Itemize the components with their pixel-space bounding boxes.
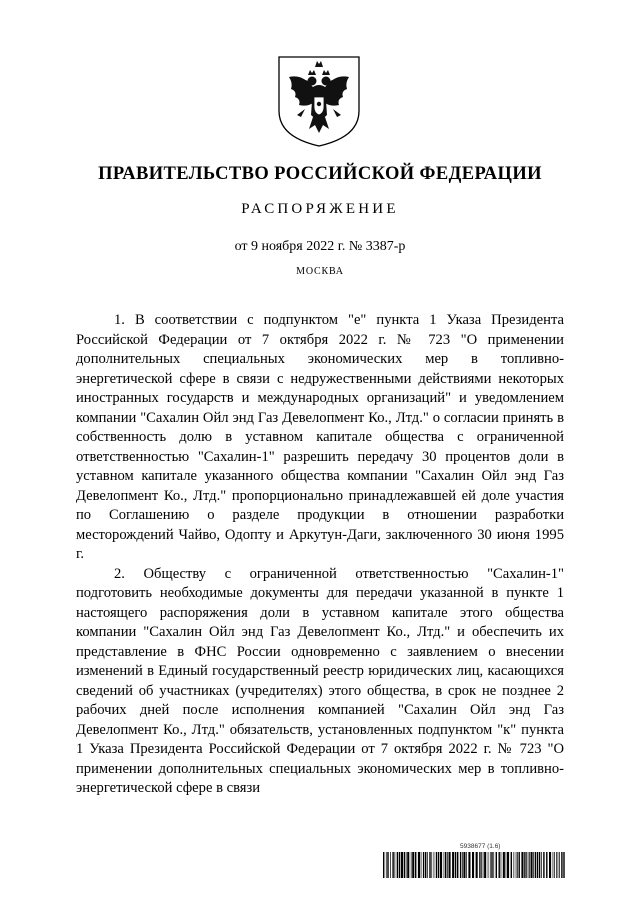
barcode-bar (457, 852, 458, 878)
barcode-bar (491, 852, 492, 878)
barcode-bar (539, 852, 540, 878)
barcode-bar (521, 852, 523, 878)
barcode-bar (479, 852, 480, 878)
barcode-bar (516, 852, 517, 878)
barcode-bar (503, 852, 505, 878)
barcode-bar (407, 852, 409, 878)
barcode-bar (404, 852, 405, 878)
barcode-bar (431, 852, 432, 878)
barcode-bar (490, 852, 491, 878)
barcode-bar (387, 852, 388, 878)
barcode-bar (440, 852, 442, 878)
barcode-bar (493, 852, 494, 878)
barcode-bar (531, 852, 533, 878)
barcode-bar (563, 852, 564, 878)
barcode-bar (406, 852, 407, 878)
barcode-bar (524, 852, 525, 878)
barcode-bar (472, 852, 474, 878)
barcode-bar (383, 852, 384, 878)
barcode-bar (415, 852, 416, 878)
barcode-bar (429, 852, 430, 878)
paragraph-2: 2. Обществу с ограниченной ответственностью "Сахалин-1" подготовить необходимые документы для передачи указанной в пункте 1 настоящего распоряжения доли в уставном капитале этого общества компании "Сахалин Ойл энд Газ Девелопмент Ко., Лтд." и обеспечить их представление в ФНС России одновременно с заявлением о внесении изменений в Единый государственный реестр юридических лиц, касающихся сведений об участниках (учредителях) этого общества, в срок не позднее 2 рабочих дней после исполнения компанией "Сахалин Ойл энд Газ Девелопмент Ко., Лтд." обязательств, установленных подпунктом "к" пункта 1 Указа Президента Российской Федерации от 7 октября 2022 г. № 723 "О применении дополнительных специальных экономических мер в топливно-энергетической сфере в связи (76, 565, 564, 796)
barcode-bar (507, 852, 509, 878)
barcode-bar (436, 852, 437, 878)
government-title: ПРАВИТЕЛЬСТВО РОССИЙСКОЙ ФЕДЕРАЦИИ (98, 164, 542, 184)
document-city: МОСКВА (296, 266, 344, 277)
barcode-bar (561, 852, 562, 878)
barcode-bar (496, 852, 497, 878)
barcode-bar (438, 852, 439, 878)
barcode-bar (528, 852, 529, 878)
barcode-bar (427, 852, 428, 878)
barcode-bar (447, 852, 448, 878)
barcode-bar (444, 852, 445, 878)
barcode-bar (549, 852, 551, 878)
barcode-bar (395, 852, 396, 878)
barcode-bar (455, 852, 456, 878)
barcode-bar (535, 852, 536, 878)
barcode-bar (423, 852, 424, 878)
barcode-icon (383, 852, 566, 878)
barcode-bar (401, 852, 403, 878)
barcode-bar (411, 852, 412, 878)
barcode-bar (511, 852, 512, 878)
barcode-label: 5938677 (1.6) (460, 843, 501, 850)
coat-of-arms-icon (275, 53, 363, 149)
barcode-bar (501, 852, 502, 878)
barcode-bar (519, 852, 520, 878)
barcode-bar (390, 852, 391, 878)
barcode-bar (526, 852, 527, 878)
barcode-bar (488, 852, 489, 878)
barcode-bar (556, 852, 557, 878)
barcode-bar (466, 852, 467, 878)
barcode-bar (386, 852, 387, 878)
barcode-bar (558, 852, 559, 878)
barcode-bar (468, 852, 470, 878)
barcode-bar (421, 852, 422, 878)
barcode-bar (462, 852, 463, 878)
barcode-bar (553, 852, 554, 878)
barcode-bar (445, 852, 446, 878)
barcode-bar (412, 852, 414, 878)
barcode-bar (397, 852, 398, 878)
barcode-bar (434, 852, 435, 878)
barcode-bar (484, 852, 486, 878)
barcode-bar (533, 852, 534, 878)
barcode-bar (418, 852, 420, 878)
barcode-bar (546, 852, 547, 878)
barcode-bar (460, 852, 461, 878)
paragraph-1: 1. В соответствии с подпунктом "е" пункта 1 Указа Президента Российской Федерации от 7 октября 2022 г. № 723 "О применении дополнительных специальных экономических мер в топливно-энергетической сфере в связи с недружественными действиями некоторых иностранных государств и международных организаций" и уведомлением компании "Сахалин Ойл энд Газ Девелопмент Ко., Лтд." о согласии принять в собственность долю в уставном капитале общества с ограниченной ответственностью "Сахалин-1" разрешить передачу 30 процентов доли в уставном капитале указанного общества компании "Сахалин Ойл энд Газ Девелопмент Ко., Лтд." пропорционально принадлежавшей ей доле участия по Соглашению о разделе продукции в отношении разработки месторождений Чайво, Одопту и Аркутун-Даги, заключенного 30 июня 1995 г. (76, 312, 564, 562)
document-date-number: от 9 ноября 2022 г. № 3387-р (234, 239, 406, 254)
barcode-bar (499, 852, 500, 878)
document-body (76, 311, 564, 799)
barcode-bar (392, 852, 393, 878)
barcode-bar (463, 852, 465, 878)
barcode-bar (483, 852, 484, 878)
barcode-bar (559, 852, 560, 878)
barcode-bar (452, 852, 454, 878)
barcode-bar (476, 852, 478, 878)
barcode-bar (517, 852, 518, 878)
barcode-bar (537, 852, 538, 878)
barcode-bar (529, 852, 530, 878)
barcode-bar (449, 852, 451, 878)
barcode-bar (399, 852, 400, 878)
barcode-bar (543, 852, 544, 878)
barcode-bar (506, 852, 507, 878)
barcode-bar (541, 852, 542, 878)
document-type: РАСПОРЯЖЕНИЕ (241, 201, 399, 217)
barcode-bar (425, 852, 426, 878)
barcode-bar (481, 852, 482, 878)
barcode-bar (514, 852, 515, 878)
barcode-bar (554, 852, 555, 878)
